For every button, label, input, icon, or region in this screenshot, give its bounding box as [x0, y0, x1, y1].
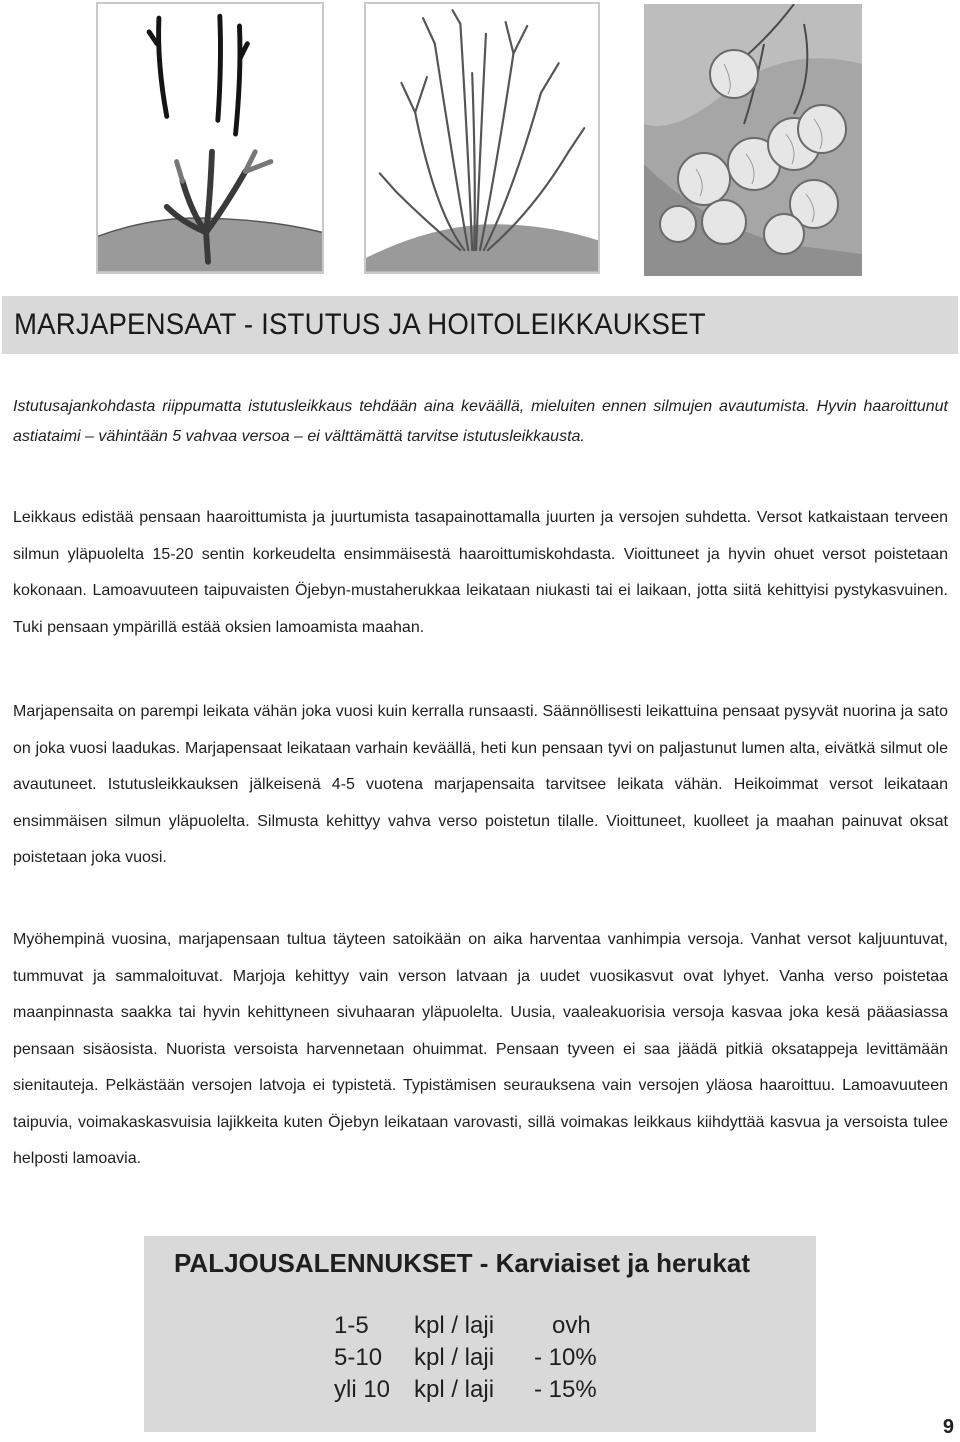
gooseberry-photo [644, 4, 862, 276]
page-title: MARJAPENSAAT - ISTUTUS JA HOITOLEIKKAUKSET [14, 308, 706, 341]
discount-quantity: 1-5 [334, 1312, 369, 1339]
paragraph-annual-pruning: Marjapensaita on parempi leikata vähän joka vuosi kuin kerralla runsaasti. Säännöllisesti leikattuina pensaat pysyvät nuorina ja sato on joka vuosi laadukas. Marjapensaat leikataan varhain keväällä, heti kun pensaan tyvi on paljastunut lumen alta, eivätkä silmut ole avautuneet. Istutusleikkauksen jälkeisenä 4-5 vuotena marjapensaita tarvitsee leikata vähän. Heikoimmat versot leikataan ensimmäisen silmun yläpuolelta. Silmusta kehittyy vahva verso poistetun tilalle. Vioittuneet, kuolleet ja maahan painuvat oksat poistetaan joka vuosi. [13, 703, 948, 866]
discount-value: ovh [552, 1312, 591, 1339]
pruning-illustration-young-bush [96, 2, 324, 274]
discount-unit: kpl / laji [414, 1312, 495, 1339]
discount-value: - 15% [534, 1376, 597, 1403]
mature-bush-drawing [366, 4, 598, 272]
paragraph-planting-pruning: Leikkaus edistää pensaan haaroittumista ja juurtumista tasapainottamalla juurten ja versojen suhdetta. Versot katkaistaan terveen silmun yläpuolelta 15-20 sentin korkeudelta ensimmäisestä haaroittumiskohdasta. Vioittuneet ja hyvin ohuet versot poistetaan kokonaan. Lamoavuuteen taipuvaisten Öjebyn-mustaherukkaa leikataan niukasti tai ei laikaan, jotta siitä kehittyisi pystykasvuinen. Tuki pensaan ympärillä estää oksien lamoamista maahan. [13, 509, 948, 636]
page-number: 9 [942, 1416, 954, 1438]
young-bush-drawing [98, 4, 322, 272]
discount-box [144, 1236, 816, 1432]
discount-title: PALJOUSALENNUKSET - Karviaiset ja herukat [174, 1248, 750, 1278]
discount-unit: kpl / laji [414, 1376, 495, 1403]
discount-value: - 10% [534, 1344, 597, 1371]
pruning-illustration-mature-bush [364, 2, 600, 274]
discount-quantity: 5-10 [334, 1344, 383, 1371]
heading-banner [2, 296, 958, 354]
discount-quantity: yli 10 [334, 1376, 391, 1403]
gooseberry-drawing [644, 4, 862, 276]
intro-paragraph: Istutusajankohdasta riippumatta istutusleikkaus tehdään aina keväällä, mieluiten ennen silmujen avautumista. Hyvin haaroittunut astiataimi – vähintään 5 vahvaa versoa – ei välttämättä tarvitse istutusleikkausta. [13, 398, 948, 445]
paragraph-thinning: Myöhempinä vuosina, marjapensaan tultua täyteen satoikään on aika harventaa vanhimpia versoja. Vanhat versot kaljuuntuvat, tummuvat ja sammaloituvat. Marjoja kehittyy vain verson latvaan ja uudet vuosikasvut ovat lyhyet. Vanha verso poistetaa maanpinnasta saakka tai hyvin kehittyneen sivuhaaran yläpuolelta. Uusia, vaaleakuorisia versoja kasvaa joka kesä pääasiassa pensaan sisäosista. Nuorista versoista harvennetaan ohuimmat. Pensaan tyveen ei saa jäädä pitkiä oksatappeja levittämään sienitauteja. Pelkästään versojen latvoja ei typistetä. Typistämisen seurauksena vain versojen yläosa haaroittuu. Lamoavuuteen taipuvia, voimakaskasvuisia lajikkeita kuten Öjebyn leikataan varovasti, sillä voimakas leikkaus kiihdyttää kasvua ja versoista tulee helposti lamoavia. [13, 931, 948, 1167]
discount-unit: kpl / laji [414, 1344, 495, 1371]
